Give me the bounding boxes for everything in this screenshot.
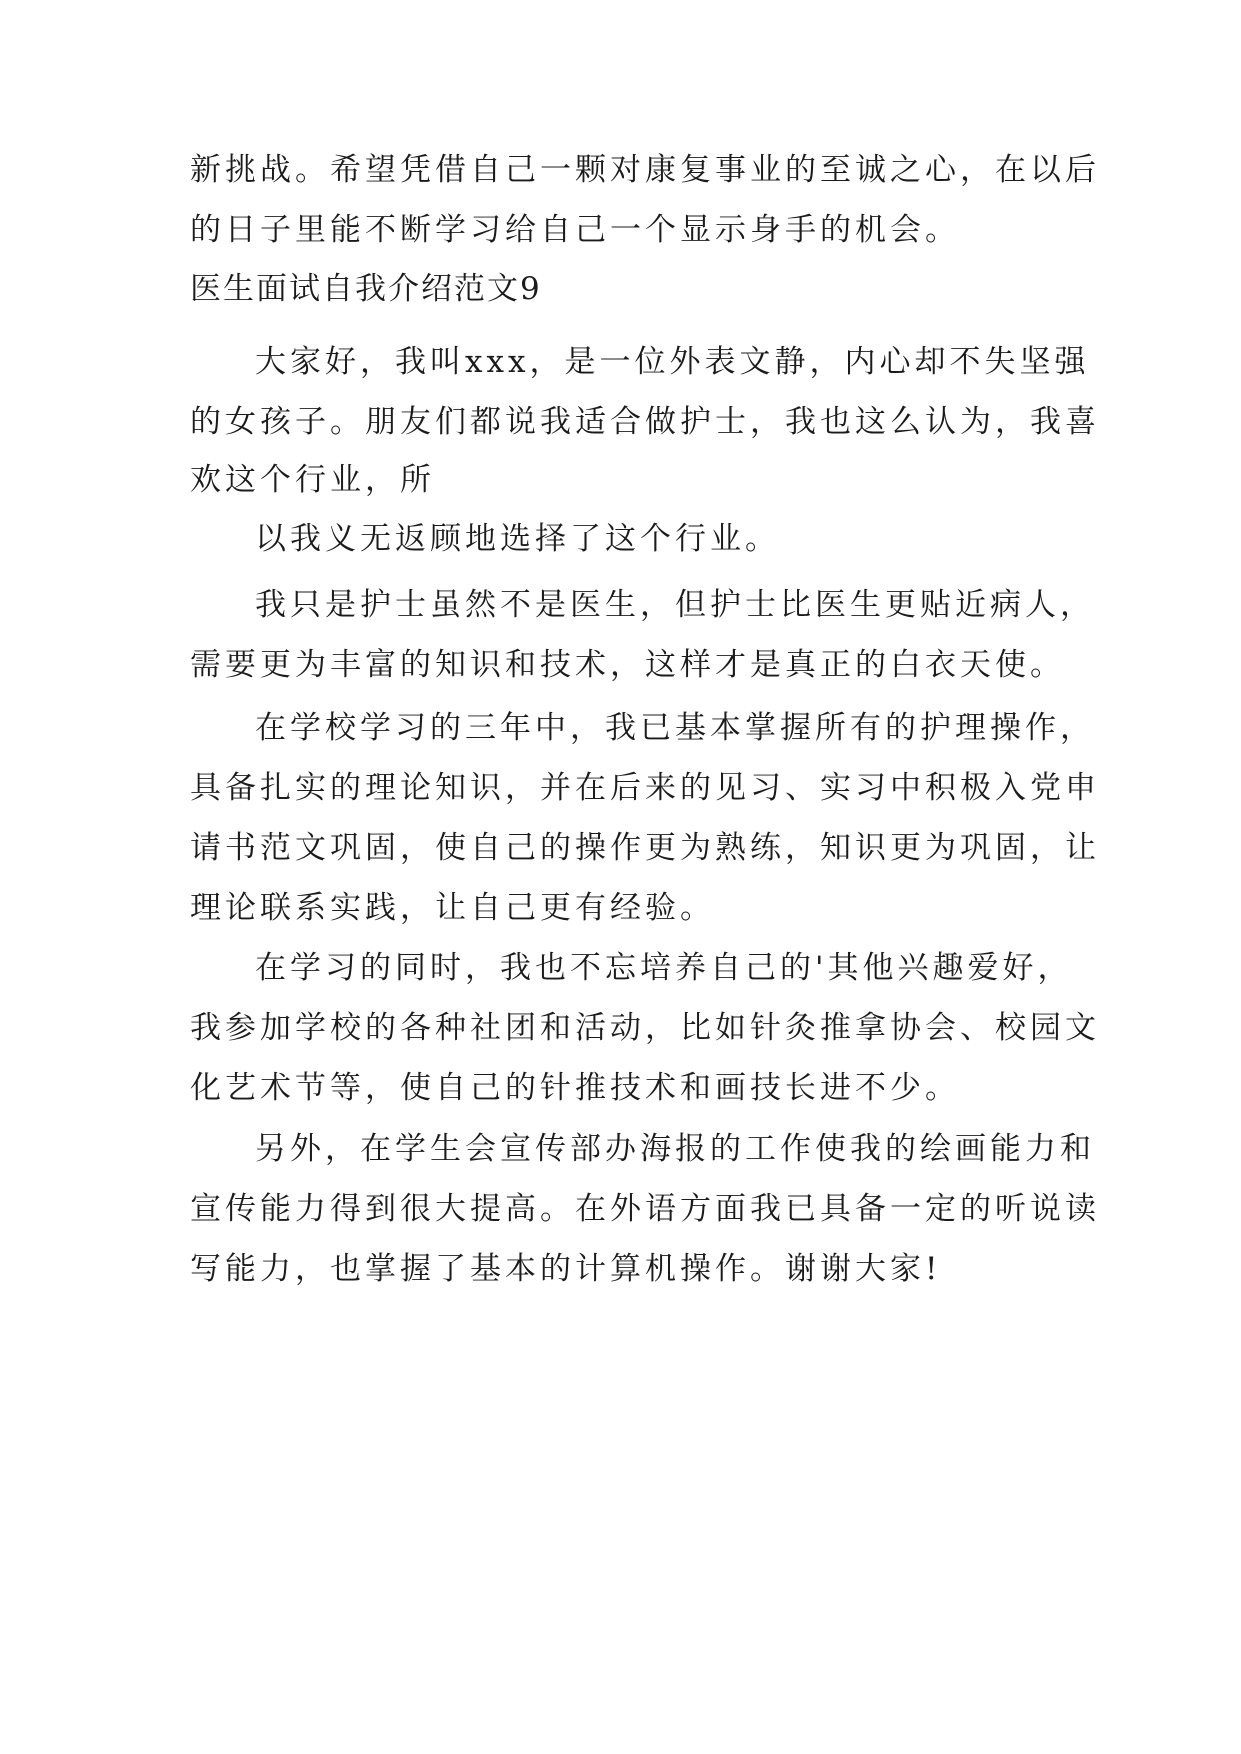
text-line: 欢这个行业，所 <box>190 462 435 498</box>
text-line: 宣传能力得到很大提高。在外语方面我已具备一定的听说读 <box>190 1191 1100 1227</box>
paragraph-line: 以我义无返顾地选择了这个行业。 <box>255 521 780 557</box>
section-heading: 医生面试自我介绍范文9 <box>190 271 542 307</box>
text-line: 请书范文巩固，使自己的操作更为熟练，知识更为巩固，让 <box>190 830 1100 866</box>
paragraph-line: 大家好，我叫xxx，是一位外表文静，内心却不失坚强 <box>255 344 1090 380</box>
text-line: 需要更为丰富的知识和技术，这样才是真正的白衣天使。 <box>190 647 1065 683</box>
text-line: 的女孩子。朋友们都说我适合做护士，我也这么认为，我喜 <box>190 404 1100 440</box>
text-line: 具备扎实的理论知识，并在后来的见习、实习中积极入党申 <box>190 770 1100 806</box>
text-line: 写能力，也掌握了基本的计算机操作。谢谢大家! <box>190 1251 942 1287</box>
paragraph-line: 在学校学习的三年中，我已基本掌握所有的护理操作， <box>255 710 1095 746</box>
paragraph-line: 另外，在学生会宣传部办海报的工作使我的绘画能力和 <box>255 1131 1095 1167</box>
text-line: 理论联系实践，让自己更有经验。 <box>190 890 715 926</box>
text-line: 我参加学校的各种社团和活动，比如针灸推拿协会、校园文 <box>190 1010 1100 1046</box>
text-line: 化艺术节等，使自己的针推技术和画技长进不少。 <box>190 1070 960 1106</box>
paragraph-line: 我只是护士虽然不是医生，但护士比医生更贴近病人， <box>255 587 1095 623</box>
text-line: 的日子里能不断学习给自己一个显示身手的机会。 <box>190 212 960 248</box>
text-line: 新挑战。希望凭借自己一颗对康复事业的至诚之心，在以后 <box>190 152 1100 188</box>
paragraph-line: 在学习的同时，我也不忘培养自己的'其他兴趣爱好， <box>255 950 1073 986</box>
